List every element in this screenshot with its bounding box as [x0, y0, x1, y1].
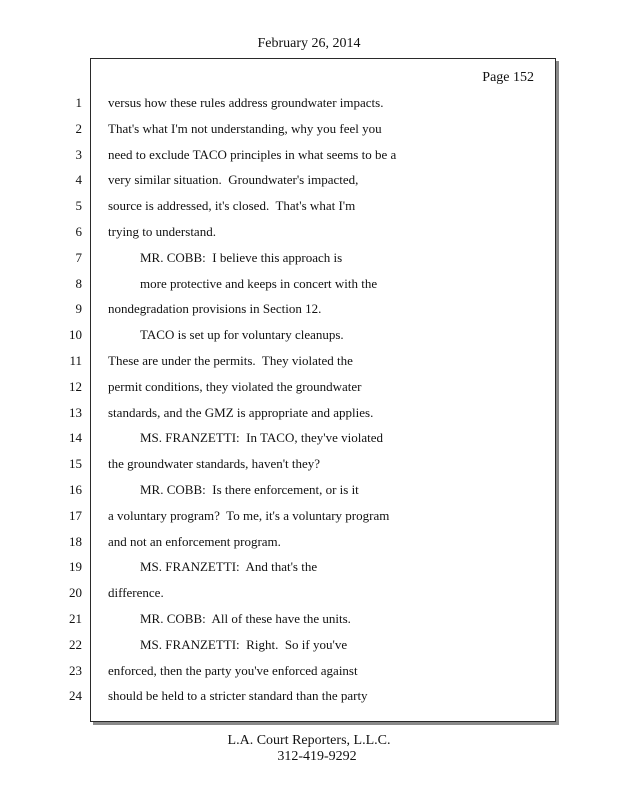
transcript-line: TACO is set up for voluntary cleanups. [140, 327, 344, 342]
transcript-line: a voluntary program? To me, it's a voluntary program [108, 508, 390, 523]
line-number: 12 [69, 379, 82, 394]
line-number: 10 [69, 327, 82, 342]
header-date: February 26, 2014 [257, 36, 361, 51]
line-number: 14 [69, 430, 82, 445]
page-number: Page 152 [482, 70, 534, 85]
transcript-line: more protective and keeps in concert with the [140, 276, 378, 291]
footer-phone: 312-419-9292 [277, 749, 357, 764]
line-number: 17 [69, 508, 82, 523]
line-number: 9 [75, 301, 82, 316]
line-number: 7 [75, 250, 82, 265]
line-number: 19 [69, 559, 82, 574]
line-number: 21 [69, 611, 82, 626]
transcript-line: difference. [108, 585, 164, 600]
line-number: 2 [75, 121, 82, 136]
transcript-line: MS. FRANZETTI: Right. So if you've [140, 637, 348, 652]
line-number: 18 [69, 534, 82, 549]
transcript-line: need to exclude TACO principles in what seems to be a [108, 147, 397, 162]
line-number: 11 [69, 353, 82, 368]
line-number: 3 [75, 147, 82, 162]
transcript-line: That's what I'm not understanding, why you feel you [108, 121, 382, 136]
transcript-line: versus how these rules address groundwater impacts. [108, 95, 384, 110]
line-number: 1 [75, 95, 82, 110]
transcript-line: MS. FRANZETTI: And that's the [140, 559, 318, 574]
line-number: 4 [75, 172, 82, 187]
footer [0, 733, 618, 765]
transcript-line: standards, and the GMZ is appropriate and applies. [108, 405, 374, 420]
transcript-line: nondegradation provisions in Section 12. [108, 301, 322, 316]
line-number: 6 [75, 224, 82, 239]
transcript-line: MR. COBB: All of these have the units. [140, 611, 351, 626]
line-number: 20 [69, 585, 82, 600]
footer-company: L.A. Court Reporters, L.L.C. [227, 733, 391, 748]
transcript-line: These are under the permits. They violated the [108, 353, 353, 368]
line-number: 24 [69, 688, 82, 703]
transcript-line: should be held to a stricter standard than the party [108, 688, 368, 703]
line-number: 8 [75, 276, 82, 291]
line-number: 22 [69, 637, 82, 652]
line-number: 15 [69, 456, 82, 471]
transcript-line: the groundwater standards, haven't they? [108, 456, 321, 471]
transcript-line: MR. COBB: I believe this approach is [140, 250, 343, 265]
line-number: 5 [75, 198, 82, 213]
line-number: 16 [69, 482, 82, 497]
transcript-line: permit conditions, they violated the groundwater [108, 379, 362, 394]
transcript-line: very similar situation. Groundwater's impacted, [108, 172, 359, 187]
transcript-line: MS. FRANZETTI: In TACO, they've violated [140, 430, 383, 445]
transcript-line: trying to understand. [108, 224, 216, 239]
line-number: 23 [69, 663, 82, 678]
transcript-line: enforced, then the party you've enforced against [108, 663, 358, 678]
transcript-line: source is addressed, it's closed. That's what I'm [108, 198, 356, 213]
transcript-line: MR. COBB: Is there enforcement, or is it [140, 482, 359, 497]
line-number: 13 [69, 405, 82, 420]
transcript-line: and not an enforcement program. [108, 534, 281, 549]
